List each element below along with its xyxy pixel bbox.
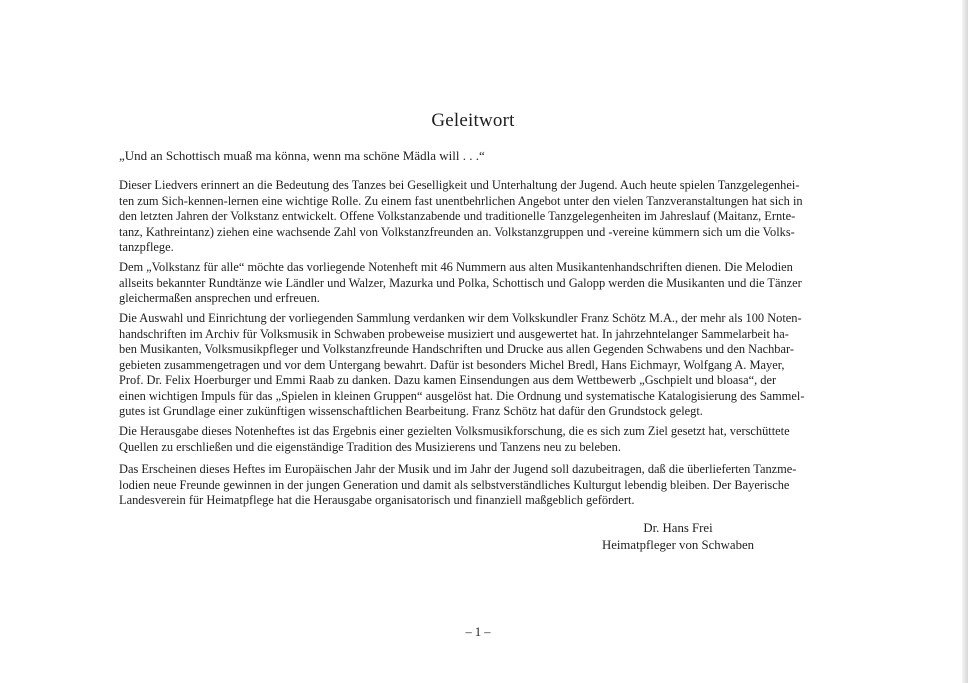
paragraph-line: Das Erscheinen dieses Heftes im Europäischen Jahr der Musik und im Jahr der Jugend soll dazubeitragen, daß die überlieferten Tanzme-: [119, 462, 797, 476]
page-title: Geleitwort: [431, 110, 515, 131]
paragraph-3: [119, 311, 829, 420]
paragraph-line: den letzten Jahren der Volkstanz entwickelt. Offene Volkstanzabende und traditionelle Tanzgelegenheiten im Jahreslauf (Maitanz, Ernte-: [119, 209, 796, 223]
paragraph-line: allseits bekannter Rundtänze wie Ländler und Walzer, Mazurka und Polka, Schottisch und Galopp werden die Musikanten und die Tänzer: [119, 275, 802, 290]
paragraph-line: Dieser Liedvers erinnert an die Bedeutung des Tanzes bei Geselligkeit und Unterhaltung der Jugend. Auch heute spielen Tanzgelegenhei-: [119, 178, 800, 192]
paragraph-line: einen wichtigen Impuls für das „Spielen in kleinen Gruppen“ ausgelöst hat. Die Ordnung und systematische Katalogisierung des Sammel-: [119, 388, 805, 403]
paragraph-line: Die Herausgabe dieses Notenheftes ist das Ergebnis einer gezielten Volksmusikforschung, die es sich zum Ziel gesetzt hat, verschüttete: [119, 424, 790, 438]
paragraph-line: gebieten zusammengetragen und vor dem Untergang bewahrt. Dafür ist besonders Michel Bredl, Hans Eichmayr, Wolfgang A. Mayer,: [119, 357, 785, 372]
paragraph-line: tanzpflege.: [119, 240, 174, 254]
paragraph-line: Dem „Volkstanz für alle“ möchte das vorliegende Notenheft mit 46 Nummern aus alten Musikantenhandschriften dienen. Die Melodien: [119, 260, 793, 274]
page-edge-shadow: [962, 0, 968, 683]
paragraph-line: Quellen zu erschließen und die eigenständige Tradition des Musizierens und Tanzens neu zu beleben.: [119, 439, 621, 454]
paragraph-2: [119, 260, 829, 307]
paragraph-line: Prof. Dr. Felix Hoerburger und Emmi Raab zu danken. Dazu kamen Einsendungen aus dem Wettbewerb „Gschpielt und bloasa“, der: [119, 373, 777, 387]
signature-role: Heimatpfleger von Schwaben: [601, 538, 755, 552]
paragraph-4: [119, 424, 829, 455]
paragraph-line: lodien neue Freunde gewinnen in der jungen Generation und damit als selbstverständliches Kulturgut lebendig bleiben. Der Bayerische: [119, 477, 790, 492]
paragraph-5: [119, 462, 829, 509]
signature-block: [560, 520, 796, 554]
paragraph-line: handschriften im Archiv für Volksmusik in Schwaben probeweise musiziert und ausgewertet hat. In jahrzehntelanger Sammelarbeit ha-: [119, 326, 789, 341]
paragraph-line: ben Musikanten, Volksmusikpfleger und Volkstanzfreunde Handschriften und Drucke aus allen Gegenden Schwabens und den Nachbar-: [119, 342, 794, 356]
page-number: – 1 –: [465, 625, 491, 639]
paragraph-1: [119, 178, 829, 256]
paragraph-line: Landesverein für Heimatpflege hat die Herausgabe organisatorisch und finanziell maßgeblich gefördert.: [119, 493, 635, 507]
paragraph-line: tanz, Kathreintanz) ziehen eine wachsende Zahl von Volkstanzfreunden an. Volkstanzgruppen und -vereine kümmern sich um die Volks-: [119, 224, 795, 239]
paragraph-line: ten zum Sich-kennen-lernen eine wichtige Rolle. Zu einem fast unentbehrlichen Angebot unter den vielen Tanzveranstaltungen hat sich in: [119, 193, 803, 208]
epigraph-quote: „Und an Schottisch muaß ma könna, wenn ma schöne Mädla will . . .“: [119, 148, 485, 163]
paragraph-line: gutes ist Grundlage einer zukünftigen wissenschaftlichen Bearbeitung. Franz Schötz hat dafür den Grundstock gelegt.: [119, 404, 703, 418]
paragraph-line: Die Auswahl und Einrichtung der vorliegenden Sammlung verdanken wir dem Volkskundler Franz Schötz M.A., der mehr als 100 Noten-: [119, 311, 802, 325]
signature-name: Dr. Hans Frei: [643, 521, 713, 535]
paragraph-line: gleichermaßen ansprechen und erfreuen.: [119, 291, 320, 305]
